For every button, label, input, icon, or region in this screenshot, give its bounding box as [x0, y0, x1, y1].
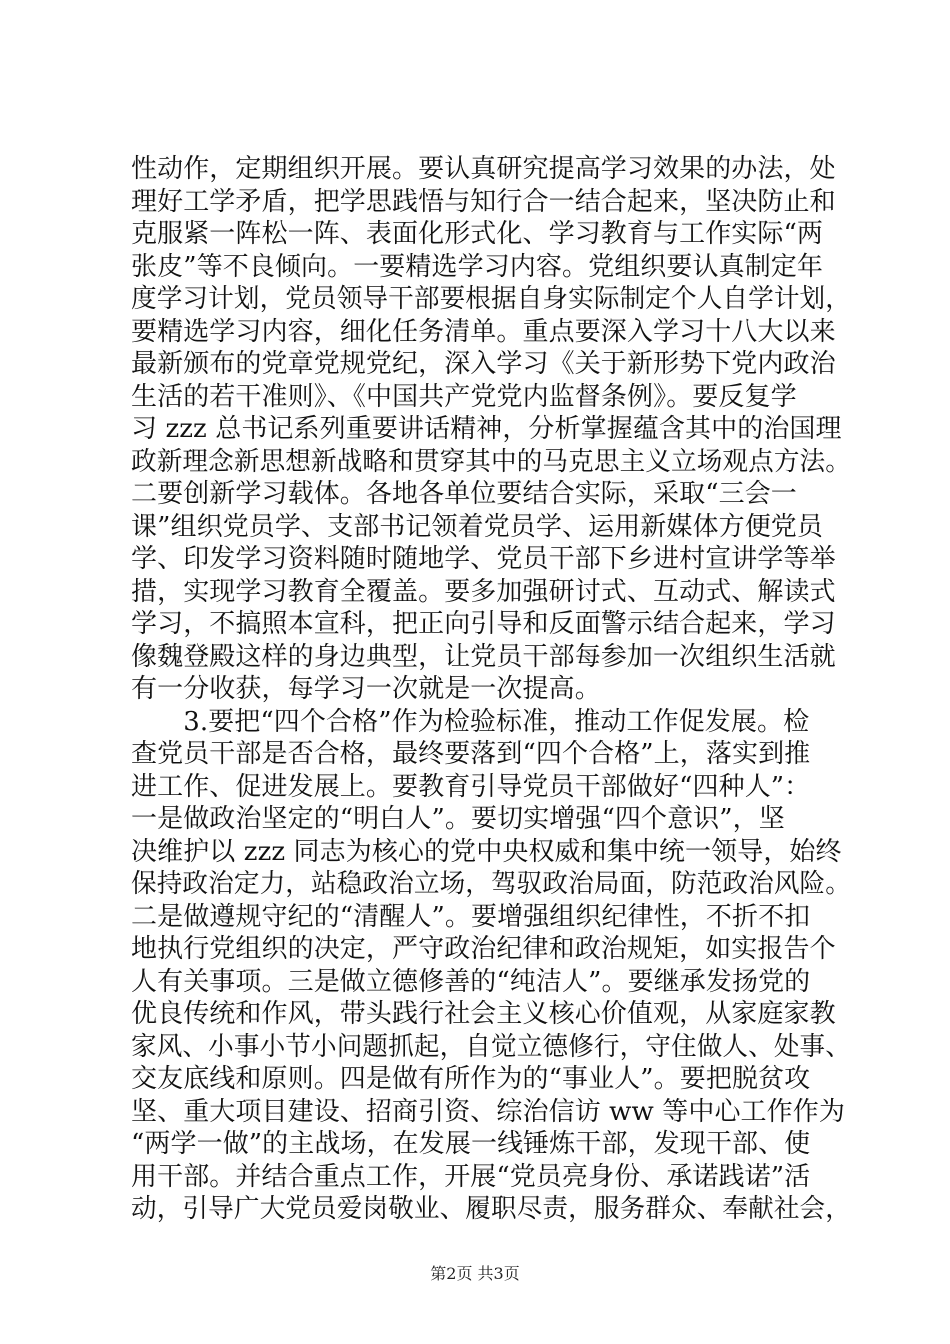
- text-line: 政新理念新思想新战略和贯穿其中的马克思主义立场观点方法。: [131, 446, 851, 477]
- text-line: 课”组织党员学、支部书记领着党员学、运用新媒体方便党员: [131, 511, 823, 542]
- text-line: 克服紧一阵松一阵、表面化形式化、学习教育与工作实际“两: [131, 219, 823, 249]
- text-line: “两学一做”的主战场，在发展一线锤炼干部，发现干部、使: [131, 1129, 811, 1159]
- text-line: 交友底线和原则。四是做有所作为的“事业人”。要把脱贫攻: [131, 1064, 811, 1094]
- text-line: 二是做遵规守纪的“清醒人”。要增强组织纪律性，不折不扣: [131, 901, 811, 932]
- text-line: 学习，不搞照本宣科，把正向引导和反面警示结合起来，学习: [131, 609, 836, 639]
- text-line: 学、印发学习资料随时随地学、党员干部下乡进村宣讲学等举: [131, 544, 836, 574]
- text-line: 查党员干部是否合格，最终要落到“四个合格”上，落实到推: [131, 739, 811, 769]
- text-line: 地执行党组织的决定，严守政治纪律和政治规矩，如实报告个: [131, 934, 836, 964]
- text-line: 人有关事项。三是做立德修善的“纯洁人”。要继承发扬党的: [131, 966, 811, 997]
- text-line: 二要创新学习载体。各地各单位要结合实际，采取“三会一: [131, 479, 797, 509]
- text-line: 要精选学习内容，细化任务清单。重点要深入学习十八大以来: [131, 316, 836, 347]
- text-line: 优良传统和作风，带头践行社会主义核心价值观，从家庭家教: [131, 999, 836, 1029]
- text-line: 像魏登殿这样的身边典型，让党员干部每参加一次组织生活就: [131, 641, 836, 672]
- text-line: 生活的若干准则》、《中国共产党党内监督条例》。要反复学: [131, 381, 797, 412]
- text-line: 家风、小事小节小问题抓起，自觉立德修行，守住做人、处事、: [131, 1031, 851, 1062]
- text-line: 保持政治定力，站稳政治立场，驾驭政治局面，防范政治风险。: [131, 869, 851, 899]
- text-line: 一是做政治坚定的“明白人”。要切实增强“四个意识”，坚: [131, 804, 785, 834]
- text-line: 习 zzz 总书记系列重要讲话精神，分析掌握蕴含其中的治国理: [131, 414, 842, 444]
- text-line: 措，实现学习教育全覆盖。要多加强研讨式、互动式、解读式: [131, 576, 836, 607]
- text-line: 理好工学矛盾，把学思践悟与知行合一结合起来，坚决防止和: [131, 186, 836, 217]
- text-line: 张皮”等不良倾向。一要精选学习内容。党组织要认真制定年: [131, 251, 823, 282]
- page-footer: 第2页 共3页: [430, 1264, 520, 1283]
- text-line: 决维护以 zzz 同志为核心的党中央权威和集中统一领导，始终: [131, 836, 842, 867]
- text-line: 有一分收获，每学习一次就是一次提高。: [131, 674, 601, 704]
- text-line: 性动作，定期组织开展。要认真研究提高学习效果的办法，处: [131, 154, 836, 184]
- body-text: [131, 153, 851, 1226]
- text-line: 动，引导广大党员爱岗敬业、履职尽责，服务群众、奉献社会，: [131, 1194, 851, 1224]
- text-line: 坚、重大项目建设、招商引资、综治信访 ww 等中心工作作为: [131, 1096, 845, 1127]
- text-line: 用干部。并结合重点工作，开展“党员亮身份、承诺践诺”活: [131, 1161, 811, 1192]
- text-line: 最新颁布的党章党规党纪，深入学习《关于新形势下党内政治: [131, 349, 836, 379]
- text-line: 度学习计划，党员领导干部要根据自身实际制定个人自学计划，: [131, 284, 851, 314]
- text-line: 进工作、促进发展上。要教育引导党员干部做好“四种人”：: [131, 771, 811, 802]
- text-line: 3.要把“四个合格”作为检验标准，推动工作促发展。检: [131, 706, 810, 737]
